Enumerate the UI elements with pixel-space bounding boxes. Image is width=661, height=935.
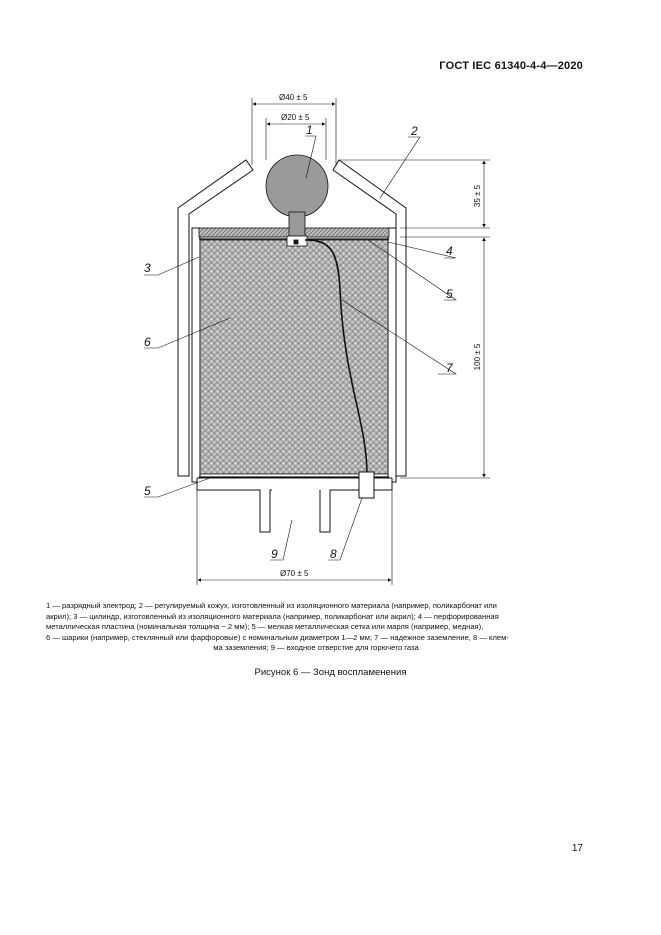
legend-line-5: ма заземления; 9 — входное отверстие для горючего газа: [213, 643, 419, 653]
callout-7: 7: [446, 361, 453, 375]
callout-5-top: 5: [446, 287, 453, 301]
callout-3: 3: [144, 261, 151, 275]
callout-1: 1: [306, 123, 313, 137]
dim-d20: Ø20 ± 5: [281, 113, 310, 122]
callout-9: 9: [271, 547, 278, 561]
document-header: ГОСТ IEC 61340-4-4—2020: [439, 60, 583, 72]
glass-beads: [200, 240, 388, 474]
callout-6: 6: [144, 335, 151, 349]
dim-h100: 100 ± 5: [473, 343, 482, 371]
dim-d40: Ø40 ± 5: [279, 93, 308, 102]
callout-4: 4: [446, 244, 453, 258]
figure-caption: Рисунок 6 — Зонд воспламенения: [254, 667, 407, 678]
callout-8: 8: [330, 547, 337, 561]
dim-d70: Ø70 ± 5: [280, 569, 309, 578]
legend-line-2: акрил); 3 — цилиндр, изготовленный из изоляционного материала (например, поликарбонат или акрил); 4 — перфорированная: [46, 611, 499, 621]
legend-line-4: 6 — шарики (например, стеклянный или фарфоровые) с номинальным диаметром 1—2 мм; 7 — надежное заземление, 8 — клем-: [46, 632, 509, 642]
callout-2: 2: [411, 124, 418, 138]
page-number: 17: [571, 843, 583, 854]
legend-line-1: 1 — разрядный электрод; 2 — регулируемый кожух, изготовленный из изоляционного материала (например, поликарбонат или: [46, 601, 497, 610]
dim-h35: 35 ± 5: [473, 184, 482, 208]
ground-terminal: [359, 472, 374, 498]
callout-5-bottom: 5: [144, 484, 151, 498]
legend-line-3: металлическая пластина (номинальная толщина ~ 2 мм); 5 — мелкая металлическая сетка или марля (например, медная),: [46, 622, 484, 632]
figure-legend: [46, 601, 586, 654]
